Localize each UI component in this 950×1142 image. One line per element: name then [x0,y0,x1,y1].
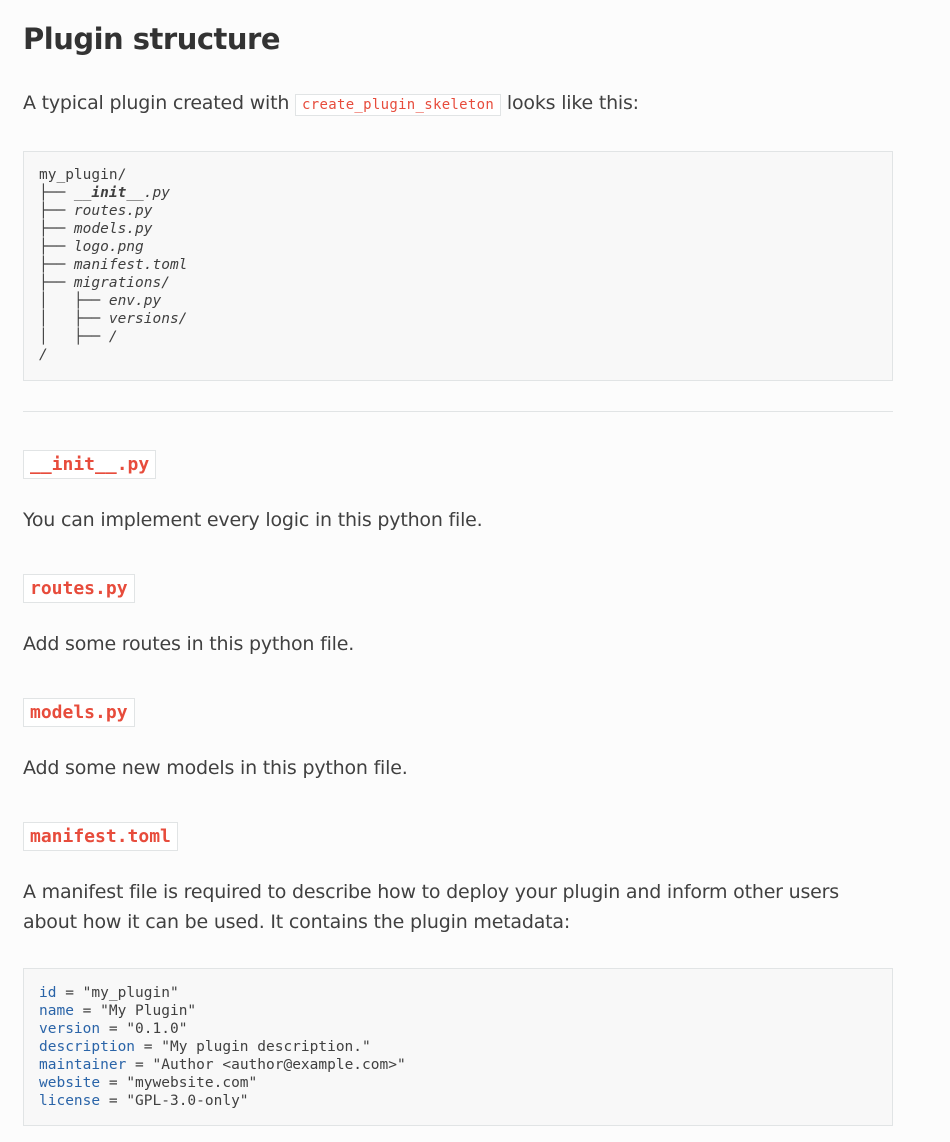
inline-code-create-plugin-skeleton: create_plugin_skeleton [295,94,501,116]
tree-prefix: ├── [39,221,74,237]
section-heading-manifest: manifest.toml [23,822,178,851]
toml-eq: = [126,1057,153,1073]
tree-prefix: │ ├── [39,329,109,345]
tree-root: my_plugin/ [39,167,127,183]
toml-value-website: "mywebsite.com" [126,1075,258,1091]
tree-item-init-bold: init [91,185,127,201]
tree-item-routes: routes.py [73,203,153,219]
section-heading-routes: routes.py [23,574,135,603]
tree-prefix: │ ├── [39,293,109,309]
toml-eq: = [56,985,83,1001]
intro-text-before: A typical plugin created with [23,92,296,114]
toml-value-version: "0.1.0" [126,1021,188,1037]
toml-eq: = [100,1075,127,1091]
toml-value-name: "My Plugin" [100,1003,197,1019]
tree-item-init-post: __.py [126,185,170,201]
tree-item-slash: / [108,329,118,345]
toml-key-id: id [39,985,57,1001]
toml-value-maintainer: "Author <author@example.com>" [152,1057,406,1073]
intro-text-after: looks like this: [501,92,639,114]
tree-prefix: ├── [39,257,74,273]
document-content [0,0,893,57]
tree-prefix: ├── [39,185,74,201]
tree-item-manifest: manifest.toml [73,257,188,273]
toml-eq: = [100,1021,127,1037]
tree-end: / [39,347,48,363]
tree-item-init-pre: __ [73,185,92,201]
section-divider [23,411,893,412]
tree-prefix: ├── [39,275,74,291]
section-text-init: You can implement every logic in this python file. [23,509,483,531]
section-text-models: Add some new models in this python file. [23,757,408,779]
toml-eq: = [73,1003,101,1019]
toml-value-description: "My plugin description." [161,1039,371,1055]
tree-item-env: env.py [108,293,162,309]
toml-key-version: version [39,1021,101,1037]
toml-key-maintainer: maintainer [39,1057,127,1073]
plugin-tree-code-block[interactable] [23,151,893,381]
tree-item-versions: versions/ [108,311,188,327]
section-heading-init: __init__.py [23,450,156,479]
toml-key-license: license [39,1093,101,1109]
toml-key-name: name [39,1003,74,1019]
section-text-routes: Add some routes in this python file. [23,633,355,655]
toml-key-description: description [39,1039,136,1055]
toml-eq: = [100,1093,127,1109]
section-text-manifest: A manifest file is required to describe how to deploy your plugin and inform other users about how it can be used. It contains the plugin metadata: [23,881,839,933]
tree-item-logo: logo.png [73,239,144,255]
section-heading-models: models.py [23,698,135,727]
tree-prefix: ├── [39,239,74,255]
intro-paragraph [23,88,639,120]
tree-prefix: │ ├── [39,311,109,327]
tree-item-models: models.py [73,221,153,237]
toml-value-id: "my_plugin" [82,985,179,1001]
toml-key-website: website [39,1075,101,1091]
toml-eq: = [135,1039,162,1055]
tree-prefix: ├── [39,203,74,219]
toml-value-license: "GPL-3.0-only" [126,1093,249,1109]
manifest-code-block[interactable] [23,968,893,1126]
page-title: Plugin structure [23,22,281,56]
tree-item-migrations: migrations/ [73,275,170,291]
